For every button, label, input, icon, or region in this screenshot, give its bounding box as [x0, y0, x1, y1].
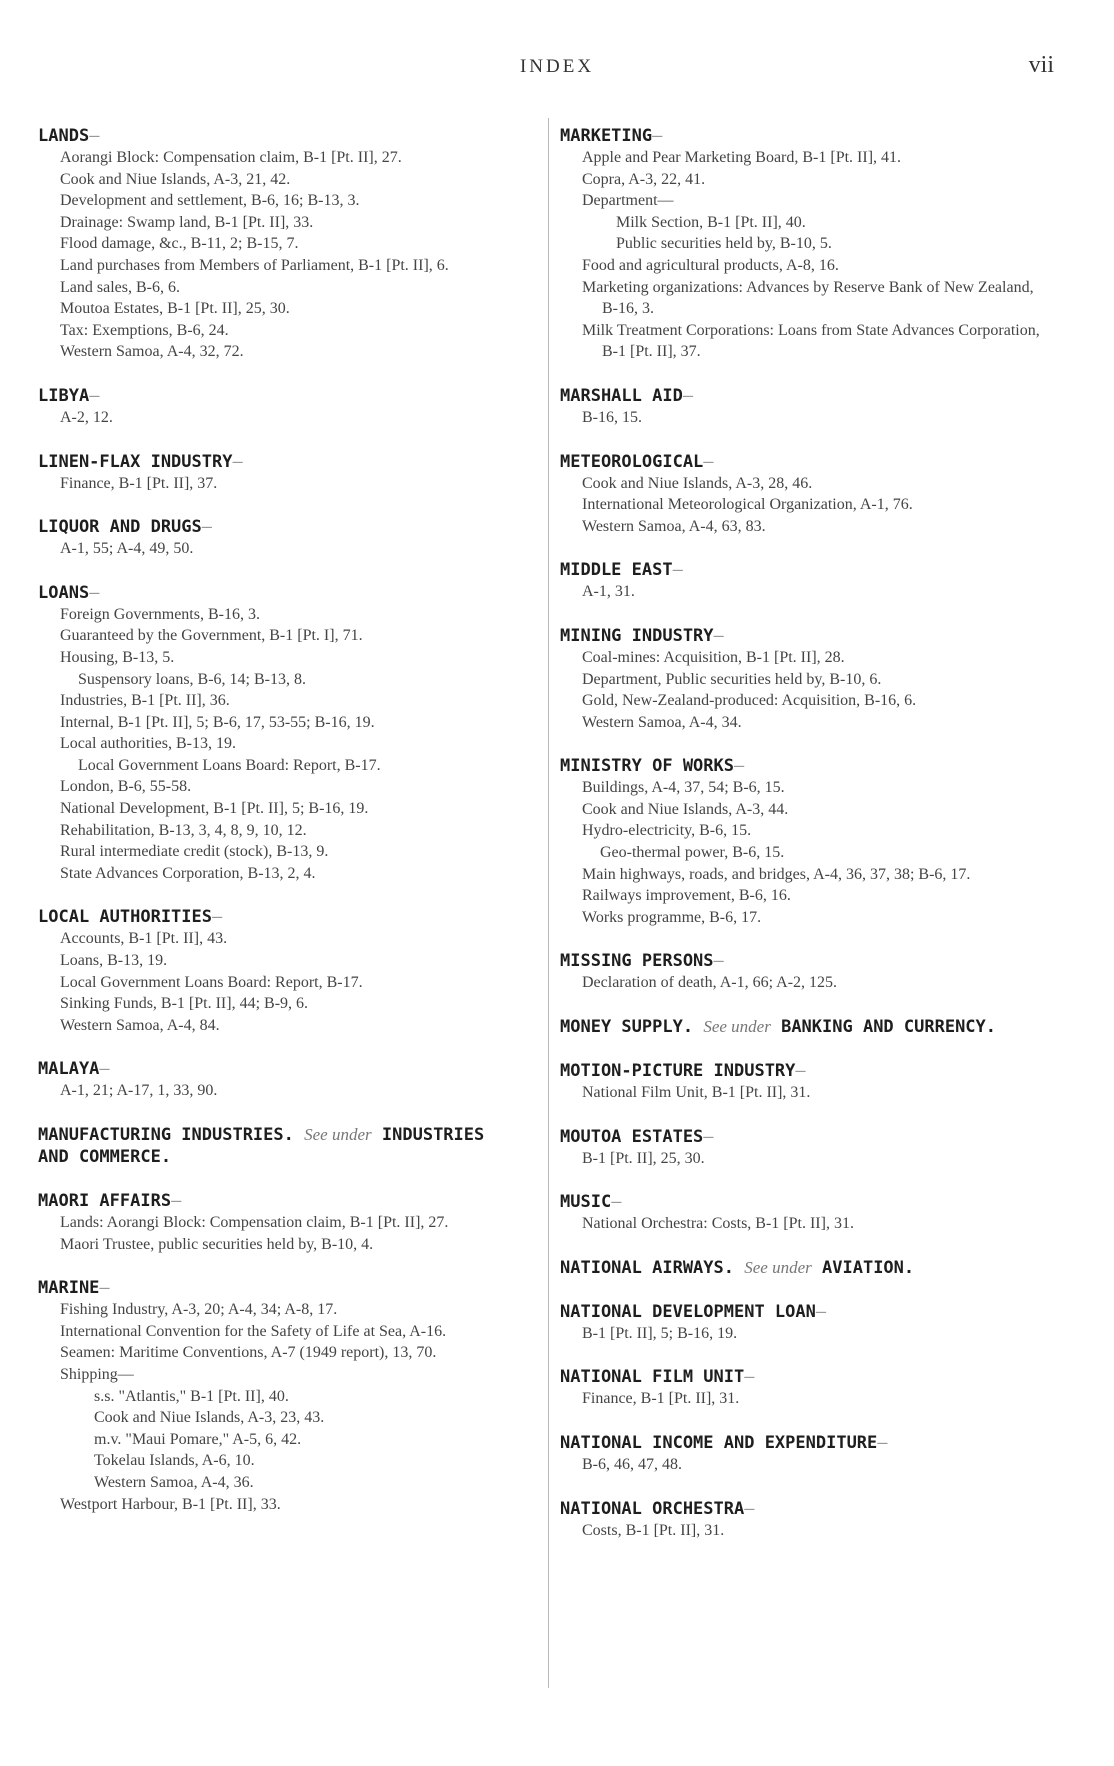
- index-entry-national-film-unit: [560, 1366, 1047, 1410]
- index-subentry: Milk Section, B-1 [Pt. II], 40.: [616, 213, 806, 231]
- heading-dash: —: [795, 1061, 806, 1082]
- index-subentry: Department, Public securities held by, B-10, 6.: [582, 670, 882, 688]
- index-entry-national-development-loan: [560, 1301, 1047, 1345]
- heading-dash: —: [877, 1433, 888, 1453]
- heading-dash: —: [89, 385, 100, 406]
- index-subentry: Railways improvement, B-6, 16.: [582, 887, 791, 905]
- index-heading: [38, 906, 525, 928]
- page-header: [0, 52, 1114, 82]
- heading-dash: —: [744, 1367, 755, 1388]
- index-subentry: Flood damage, &c., B-11, 2; B-15, 7.: [60, 235, 299, 253]
- index-subentry: Coal-mines: Acquisition, B-1 [Pt. II], 28.: [582, 648, 845, 666]
- index-subentry: London, B-6, 55-58.: [60, 778, 192, 796]
- index-heading: [560, 1366, 1047, 1388]
- index-heading-text: MISSING PERSONS: [560, 951, 714, 972]
- column-divider: [548, 118, 549, 1688]
- index-subentry: B-16, 15.: [582, 408, 642, 426]
- heading-dash: —: [232, 451, 243, 472]
- index-entry-local-authorities: [38, 906, 525, 1036]
- index-subentry: Main highways, roads, and bridges, A-4, 36, 37, 38; B-6, 17.: [582, 865, 971, 883]
- heading-dash: —: [171, 1191, 182, 1211]
- index-entry-ministry-of-works: [560, 755, 1047, 928]
- index-entry-malaya: [38, 1058, 525, 1102]
- index-heading-text: MARSHALL AID: [560, 385, 683, 406]
- index-subentry: Drainage: Swamp land, B-1 [Pt. II], 33.: [60, 213, 314, 231]
- index-heading: [38, 516, 525, 538]
- index-subentry: Internal, B-1 [Pt. II], 5; B-6, 17, 53-55; B-16, 19.: [60, 713, 375, 731]
- index-subentry: Tokelau Islands, A-6, 10.: [94, 1452, 255, 1470]
- see-under-label: See under: [744, 1257, 812, 1277]
- index-subentry: Western Samoa, A-4, 36.: [94, 1473, 254, 1491]
- index-subentry: Finance, B-1 [Pt. II], 31.: [582, 1390, 740, 1408]
- index-heading: [560, 1191, 1047, 1213]
- index-entry-manufacturing-industries: [38, 1124, 525, 1168]
- heading-dash: —: [815, 1301, 827, 1322]
- index-entry-national-income-and-expenditure: [560, 1432, 1047, 1476]
- index-column-right: [560, 125, 1047, 1563]
- index-heading: [38, 385, 525, 407]
- page-number: vii: [1028, 52, 1054, 78]
- index-heading: [560, 125, 1047, 147]
- index-heading: [560, 385, 1047, 407]
- index-heading-text: MUSIC: [560, 1192, 612, 1213]
- index-subentry: Loans, B-13, 19.: [60, 952, 168, 970]
- heading-dash: —: [611, 1192, 622, 1213]
- heading-dash: —: [672, 560, 683, 581]
- index-subentry: Housing, B-13, 5.: [60, 648, 175, 666]
- index-heading: [560, 559, 1047, 581]
- index-subentry: Costs, B-1 [Pt. II], 31.: [582, 1521, 725, 1539]
- index-entry-motion-picture-industry: [560, 1060, 1047, 1104]
- index-heading-text: LANDS: [38, 126, 90, 146]
- index-heading: [560, 451, 1047, 473]
- index-subentry: Land purchases from Members of Parliament, B-1 [Pt. II], 6.: [60, 256, 449, 274]
- index-subentry: Geo-thermal power, B-6, 15.: [600, 844, 785, 862]
- see-under-label: See under: [304, 1125, 372, 1144]
- heading-dash: —: [682, 385, 694, 406]
- index-heading: [38, 451, 525, 473]
- index-entry-moutoa-estates: [560, 1126, 1047, 1170]
- index-subentry: Food and agricultural products, A-8, 16.: [582, 256, 839, 274]
- index-heading: [560, 1016, 1047, 1038]
- index-heading-text: NATIONAL FILM UNIT: [560, 1367, 745, 1388]
- index-heading-text: LOCAL AUTHORITIES: [38, 907, 212, 928]
- heading-dash: —: [713, 951, 724, 972]
- index-entry-lands: [38, 125, 525, 363]
- index-entry-national-airways: [560, 1257, 1047, 1279]
- index-subentry: Gold, New-Zealand-produced: Acquisition, B-16, 6.: [582, 692, 917, 710]
- index-heading: [560, 1498, 1047, 1520]
- heading-dash: —: [734, 756, 745, 777]
- index-subentry: Westport Harbour, B-1 [Pt. II], 33.: [60, 1495, 281, 1513]
- index-entry-middle-east: [560, 559, 1047, 603]
- index-subentry: Local authorities, B-13, 19.: [60, 735, 236, 753]
- index-subentry: Western Samoa, A-4, 84.: [60, 1016, 220, 1034]
- index-subentry: m.v. "Maui Pomare," A-5, 6, 42.: [94, 1430, 302, 1448]
- index-subentry: Cook and Niue Islands, A-3, 21, 42.: [60, 170, 291, 188]
- index-subentry: A-1, 55; A-4, 49, 50.: [60, 540, 194, 558]
- index-subentry: Fishing Industry, A-3, 20; A-4, 34; A-8, 17.: [60, 1301, 338, 1319]
- index-entry-mining-industry: [560, 625, 1047, 733]
- index-subentry: Western Samoa, A-4, 63, 83.: [582, 517, 766, 535]
- index-entry-libya: [38, 385, 525, 429]
- index-heading-text: MINISTRY OF WORKS: [560, 756, 734, 777]
- cross-reference: AVIATION.: [822, 1257, 915, 1278]
- index-subentry: International Convention for the Safety of Life at Sea, A-16.: [60, 1322, 447, 1340]
- index-heading-text: MANUFACTURING INDUSTRIES.: [38, 1125, 294, 1145]
- index-heading-text: MONEY SUPPLY.: [560, 1017, 694, 1038]
- index-entry-marshall-aid: [560, 385, 1047, 429]
- index-subentry: Maori Trustee, public securities held by, B-10, 4.: [60, 1235, 374, 1253]
- index-entry-maori-affairs: [38, 1190, 525, 1255]
- cross-reference: INDUSTRIES AND COMMERCE.: [38, 1125, 485, 1167]
- index-subentry: Milk Treatment Corporations: Loans from State Advances Corporation, B-1 [Pt. II], 37.: [582, 321, 1040, 361]
- heading-dash: —: [652, 126, 663, 146]
- index-subentry: B-1 [Pt. II], 5; B-16, 19.: [582, 1324, 738, 1342]
- index-subentry: Local Government Loans Board: Report, B-17.: [78, 756, 381, 774]
- index-subentry: Public securities held by, B-10, 5.: [616, 235, 832, 253]
- index-heading-text: NATIONAL AIRWAYS.: [560, 1257, 734, 1278]
- index-subentry: Copra, A-3, 22, 41.: [582, 170, 706, 188]
- index-heading: [38, 1190, 525, 1212]
- index-heading-text: LOANS: [38, 582, 90, 603]
- index-subentry: Rehabilitation, B-13, 3, 4, 8, 9, 10, 12.: [60, 821, 307, 839]
- index-heading: [38, 1058, 525, 1080]
- index-subentry: A-1, 21; A-17, 1, 33, 90.: [60, 1082, 218, 1100]
- index-subentry: Cook and Niue Islands, A-3, 28, 46.: [582, 474, 813, 492]
- index-heading: [560, 625, 1047, 647]
- index-subentry: Development and settlement, B-6, 16; B-13, 3.: [60, 192, 360, 210]
- heading-dash: —: [89, 126, 100, 146]
- index-subentry: Apple and Pear Marketing Board, B-1 [Pt. II], 41.: [582, 149, 902, 166]
- index-subentry: Lands: Aorangi Block: Compensation claim, B-1 [Pt. II], 27.: [60, 1214, 449, 1231]
- index-heading: [38, 125, 525, 147]
- index-entry-money-supply: [560, 1016, 1047, 1038]
- page-title: INDEX: [519, 56, 595, 77]
- index-subentry: Buildings, A-4, 37, 54; B-6, 15.: [582, 779, 785, 797]
- index-subentry: Cook and Niue Islands, A-3, 23, 43.: [94, 1409, 325, 1427]
- index-heading: [560, 1301, 1047, 1323]
- index-heading: [38, 582, 525, 604]
- index-subentry: International Meteorological Organization, A-1, 76.: [582, 496, 913, 514]
- index-subentry: National Development, B-1 [Pt. II], 5; B-16, 19.: [60, 800, 369, 818]
- heading-dash: —: [703, 451, 714, 472]
- index-subentry: Seamen: Maritime Conventions, A-7 (1949 report), 13, 70.: [60, 1344, 437, 1362]
- index-subentry: National Orchestra: Costs, B-1 [Pt. II], 31.: [582, 1215, 854, 1233]
- index-heading-text: MIDDLE EAST: [560, 560, 673, 581]
- index-heading: [560, 1060, 1047, 1082]
- heading-dash: —: [99, 1278, 110, 1299]
- index-subentry: National Film Unit, B-1 [Pt. II], 31.: [582, 1084, 811, 1102]
- index-subentry: Suspensory loans, B-6, 14; B-13, 8.: [78, 670, 306, 688]
- index-subentry: Works programme, B-6, 17.: [582, 908, 762, 926]
- index-subentry: State Advances Corporation, B-13, 2, 4.: [60, 864, 316, 882]
- index-subentry: B-6, 46, 47, 48.: [582, 1456, 682, 1473]
- index-subentry: A-1, 31.: [582, 583, 635, 601]
- heading-dash: —: [89, 582, 100, 603]
- cross-reference: BANKING AND CURRENCY.: [781, 1017, 997, 1038]
- index-entry-loans: [38, 582, 525, 885]
- index-subentry: Cook and Niue Islands, A-3, 44.: [582, 800, 789, 818]
- index-column-left: [38, 125, 525, 1537]
- index-heading: [560, 1257, 1047, 1279]
- index-heading-text: NATIONAL ORCHESTRA: [560, 1498, 745, 1519]
- index-subentry: Local Government Loans Board: Report, B-17.: [60, 973, 363, 991]
- index-subentry: Finance, B-1 [Pt. II], 37.: [60, 474, 218, 492]
- index-heading: [560, 950, 1047, 972]
- index-subentry: Tax: Exemptions, B-6, 24.: [60, 321, 229, 339]
- index-subentry: Moutoa Estates, B-1 [Pt. II], 25, 30.: [60, 300, 290, 318]
- index-entry-linen-flax-industry: [38, 451, 525, 495]
- index-subentry: Accounts, B-1 [Pt. II], 43.: [60, 930, 228, 948]
- index-heading: [560, 1126, 1047, 1148]
- index-subentry: Marketing organizations: Advances by Reserve Bank of New Zealand, B-16, 3.: [582, 278, 1034, 318]
- heading-dash: —: [212, 907, 223, 928]
- index-subentry: Shipping—: [60, 1365, 134, 1383]
- index-heading-text: MALAYA: [38, 1059, 100, 1080]
- index-subentry: Land sales, B-6, 6.: [60, 278, 180, 296]
- heading-dash: —: [201, 517, 213, 538]
- heading-dash: —: [703, 1126, 714, 1147]
- index-subentry: Sinking Funds, B-1 [Pt. II], 44; B-9, 6.: [60, 995, 309, 1013]
- index-heading-text: NATIONAL DEVELOPMENT LOAN: [560, 1301, 816, 1322]
- index-heading-text: MOTION-PICTURE INDUSTRY: [560, 1061, 796, 1082]
- index-heading-text: MINING INDUSTRY: [560, 625, 714, 646]
- index-subentry: A-2, 12.: [60, 408, 113, 426]
- index-subentry: Declaration of death, A-1, 66; A-2, 125.: [582, 974, 838, 992]
- index-subentry: s.s. "Atlantis," B-1 [Pt. II], 40.: [94, 1387, 289, 1405]
- index-heading: [560, 755, 1047, 777]
- index-heading: [560, 1432, 1047, 1454]
- index-subentry: Industries, B-1 [Pt. II], 36.: [60, 692, 230, 710]
- heading-dash: —: [744, 1498, 755, 1519]
- index-subentry: Western Samoa, A-4, 32, 72.: [60, 343, 244, 361]
- index-heading-text: MARKETING: [560, 126, 653, 146]
- index-heading-text: METEOROLOGICAL: [560, 451, 704, 472]
- index-heading-text: LIQUOR AND DRUGS: [38, 517, 202, 538]
- index-entry-meteorological: [560, 451, 1047, 538]
- index-subentry: Aorangi Block: Compensation claim, B-1 [Pt. II], 27.: [60, 149, 402, 166]
- index-entry-national-orchestra: [560, 1498, 1047, 1542]
- index-heading-text: LINEN-FLAX INDUSTRY: [38, 451, 233, 472]
- index-heading-text: MOUTOA ESTATES: [560, 1126, 704, 1147]
- index-heading-text: NATIONAL INCOME AND EXPENDITURE: [560, 1433, 878, 1453]
- see-under-label: See under: [703, 1017, 771, 1037]
- index-entry-marketing: [560, 125, 1047, 363]
- index-subentry: Department—: [582, 192, 674, 210]
- index-entry-marine: [38, 1277, 525, 1515]
- index-subentry: Foreign Governments, B-16, 3.: [60, 605, 260, 623]
- index-heading: [38, 1277, 525, 1299]
- index-subentry: Hydro-electricity, B-6, 15.: [582, 822, 752, 840]
- index-heading-text: MARINE: [38, 1278, 100, 1299]
- index-entry-music: [560, 1191, 1047, 1235]
- index-heading-text: MAORI AFFAIRS: [38, 1191, 172, 1211]
- index-heading: [38, 1124, 525, 1168]
- heading-dash: —: [99, 1059, 110, 1080]
- index-subentry: Rural intermediate credit (stock), B-13, 9.: [60, 843, 329, 861]
- index-subentry: Guaranteed by the Government, B-1 [Pt. I], 71.: [60, 627, 363, 645]
- index-subentry: Western Samoa, A-4, 34.: [582, 713, 742, 731]
- index-entry-missing-persons: [560, 950, 1047, 994]
- heading-dash: —: [713, 625, 724, 646]
- index-heading-text: LIBYA: [38, 385, 90, 406]
- index-subentry: B-1 [Pt. II], 25, 30.: [582, 1149, 705, 1167]
- index-entry-liquor-and-drugs: [38, 516, 525, 560]
